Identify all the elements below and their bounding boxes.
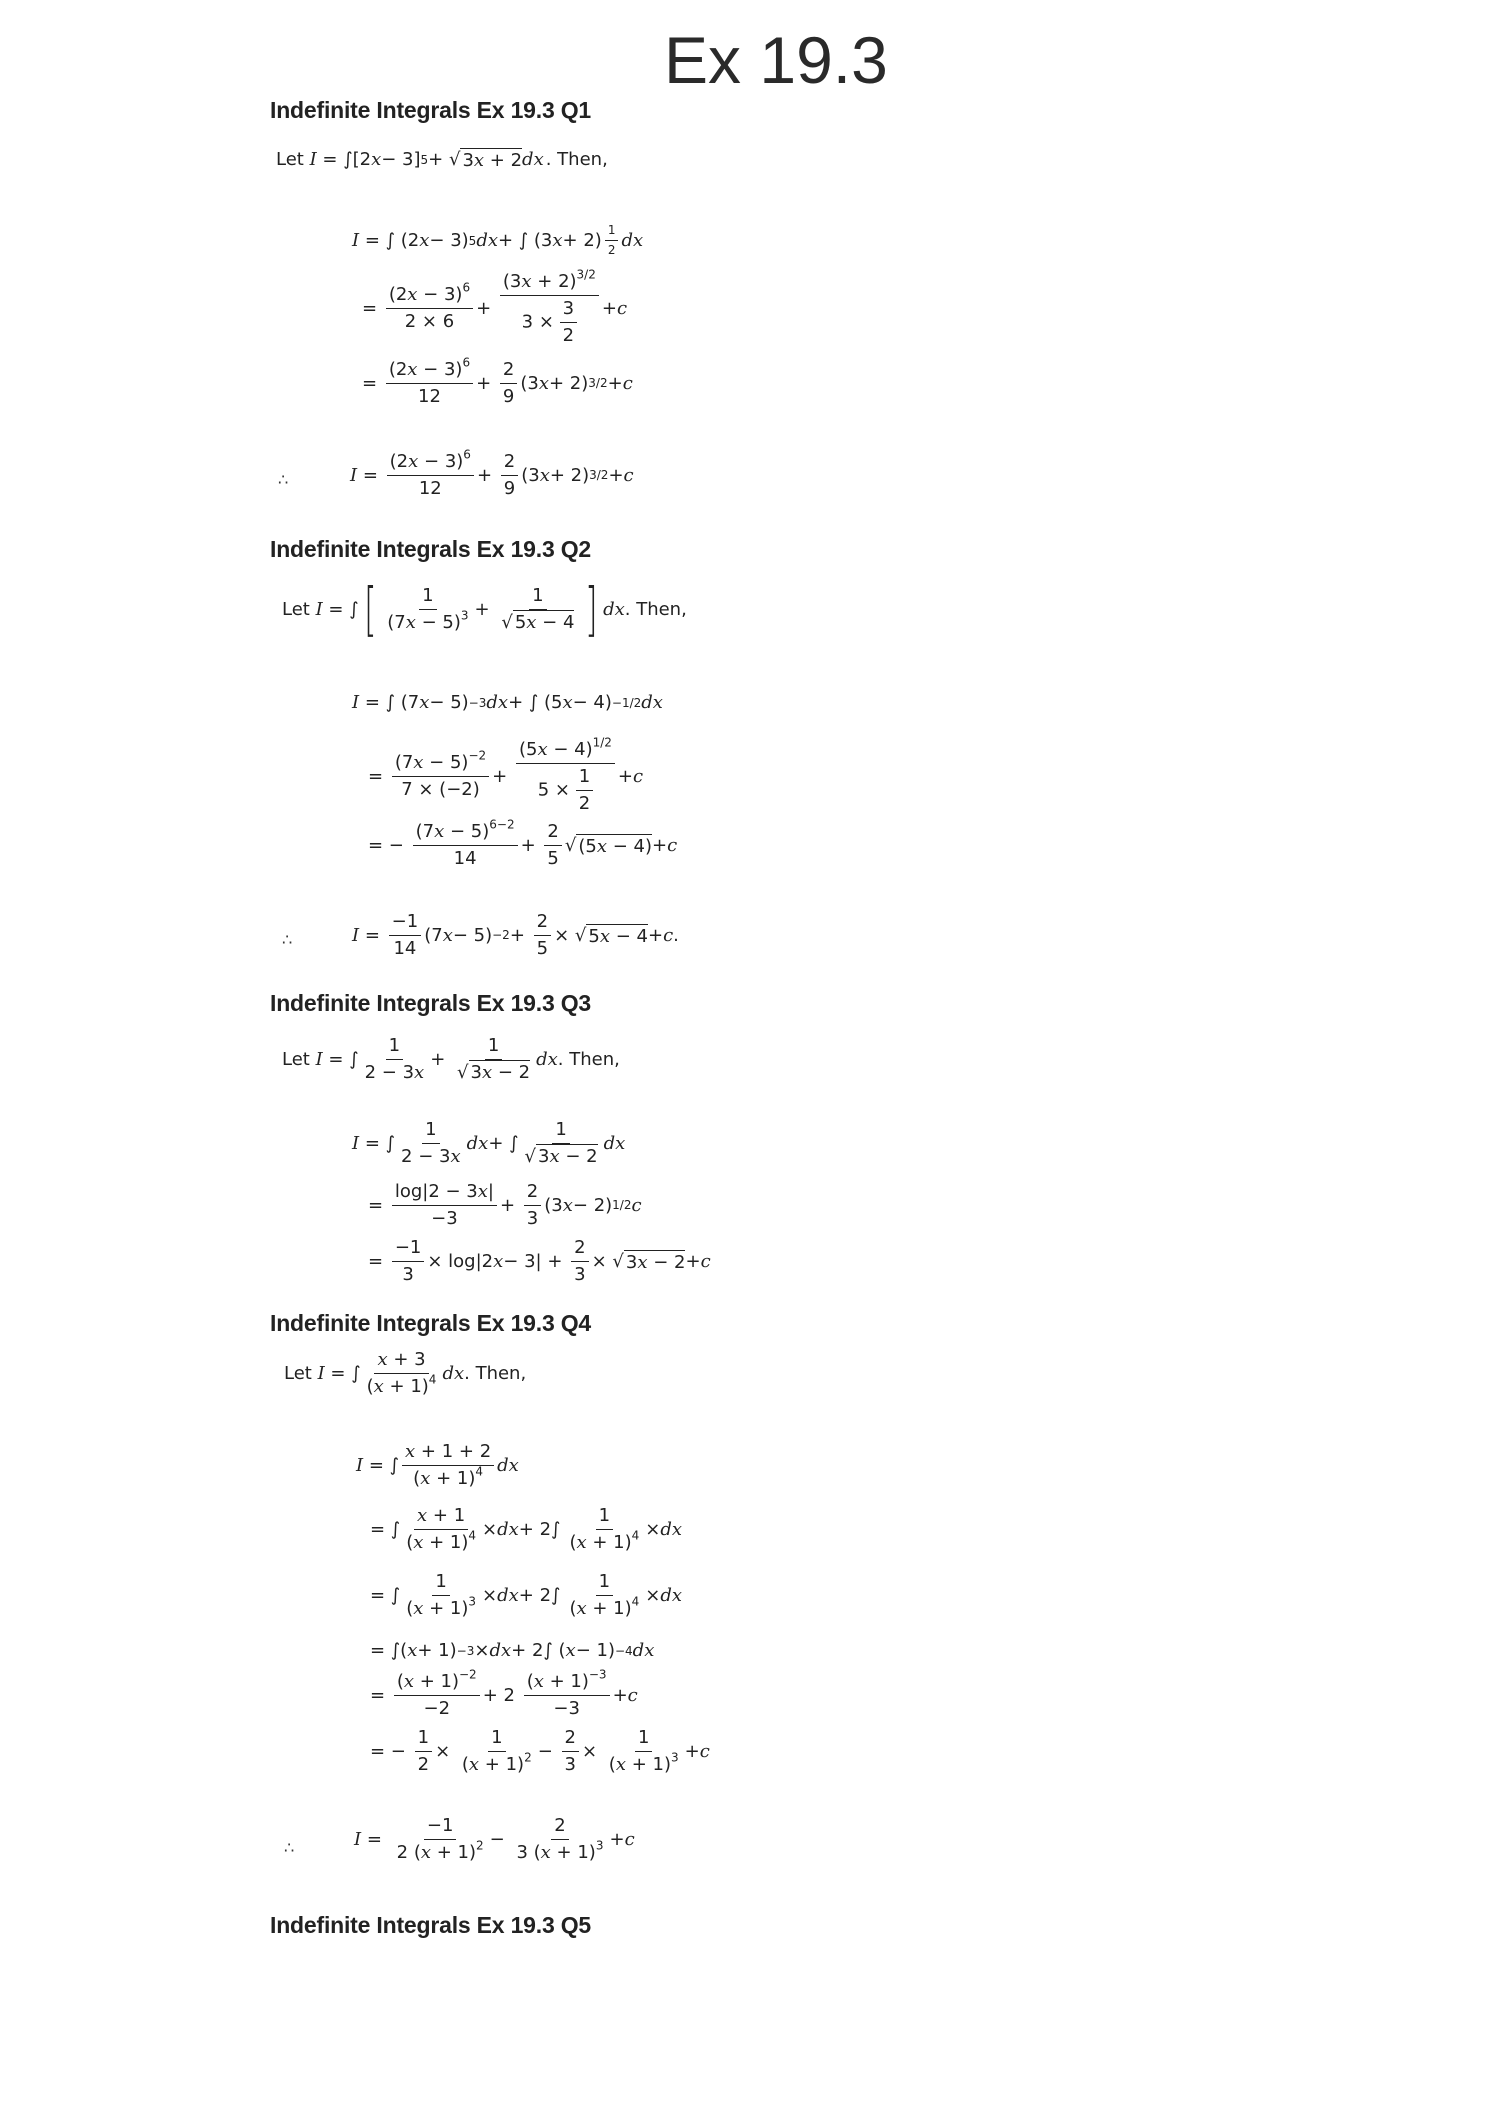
q3-step2: = $\frac{\log|2 - 3x|}{-3}$ + $\frac{2}{3}$ (3 x − 2) 1/2 c — [368, 1181, 642, 1229]
q1-answer: I = $\frac{(2x - 3)^6}{12}$ + $\frac{2}{9}$ (3 x + 2) 3/2 + c — [350, 447, 634, 499]
q4-step4: = ∫( x + 1) −3 × dx + 2∫ ( x − 1) −4 dx — [370, 1640, 655, 1661]
page-title: Ex 19.3 — [664, 23, 888, 97]
q2-answer: I = $\frac{-1}{14}$ (7 x − 5) −2 + $\frac{2}{5}$ × √ 5x − 4 + c . — [352, 911, 679, 959]
question-heading-q5: Indefinite Integrals Ex 19.3 Q5 — [270, 1912, 592, 1938]
q2-step3: = − $\frac{(7x - 5)^{6-2}}{14}$ + $\frac{2}{5}$ √ (5x − 4) + c — [368, 817, 678, 869]
therefore-symbol: ∴ — [282, 930, 293, 949]
therefore-symbol: ∴ — [278, 470, 289, 489]
q4-step6: = − $\frac{1}{2}$ × $\frac{1}{(x + 1)^2}$ − $\frac{2}{3}$ × $\frac{1}{(x + 1)^3}$ + c — [370, 1727, 710, 1775]
therefore-symbol: ∴ — [284, 1838, 295, 1857]
q1-step1: I = ∫ (2 x − 3) 5 dx + ∫ (3 x + 2) $\frac{1}{2}$ dx — [352, 223, 644, 258]
q2-step2: = $\frac{(7x - 5)^{-2}}{7 \times (-2)}$ + $(5x - 4)^{1/2}$ 5 × $\frac{1}{2}$ + c — [368, 735, 644, 814]
q1-step2: = $\frac{(2x - 3)^6}{2 \times 6}$ + $(3x + 2)^{3/2}$ 3 × $\frac{3}{2}$ + c — [362, 267, 628, 346]
question-heading-q1: Indefinite Integrals Ex 19.3 Q1 — [270, 97, 592, 123]
question-heading-q4: Indefinite Integrals Ex 19.3 Q4 — [270, 1310, 592, 1336]
q4-step5: = $\frac{(x + 1)^{-2}}{-2}$ + 2 $\frac{(x + 1)^{-3}}{-3}$ + c — [370, 1667, 638, 1719]
q4-step2: = ∫ $\frac{x + 1}{(x + 1)^4}$ × dx + 2∫ $\frac{1}{(x + 1)^4}$ × dx — [370, 1505, 683, 1553]
q1-statement: Let I = ∫[2 x − 3] 5 + √ 3x + 2 dx . Then, — [276, 149, 608, 171]
q4-step3: = ∫ $\frac{1}{(x + 1)^3}$ × dx + 2∫ $\frac{1}{(x + 1)^4}$ × dx — [370, 1571, 683, 1619]
q4-answer: I = $\frac{-1}{2 (x + 1)^2}$ − $\frac{2}{3 (x + 1)^3}$ + c — [354, 1815, 635, 1863]
question-heading-q3: Indefinite Integrals Ex 19.3 Q3 — [270, 990, 592, 1016]
q2-step1: I = ∫ (7 x − 5) −3 dx + ∫ (5 x − 4) −1/2 dx — [352, 692, 663, 713]
q4-statement: Let I = ∫ $\frac{x + 3}{(x + 1)^4}$ dx . Then, — [284, 1349, 527, 1397]
q3-step1: I = ∫ $\frac{1}{2 - 3x}$ dx + ∫ $\frac{1}{√ 3x - 2}$ dx — [352, 1119, 626, 1167]
question-heading-q2: Indefinite Integrals Ex 19.3 Q2 — [270, 536, 592, 562]
q3-statement: Let I = ∫ $\frac{1}{2 - 3x}$ + $\frac{1}{√ 3x - 2}$ dx . Then, — [282, 1035, 620, 1083]
q1-step3: = $\frac{(2x - 3)^6}{12}$ + $\frac{2}{9}$ (3 x + 2) 3/2 + c — [362, 355, 633, 407]
q3-step3: = $\frac{-1}{3}$ × log|2 x − 3| + $\frac{2}{3}$ × √ 3x − 2 + c — [368, 1237, 711, 1285]
q2-statement: Let I = ∫ [ $\frac{1}{(7x - 5)^3}$ + $\frac{1}{√ 5x - 4}$ ] dx . Then, — [282, 575, 687, 643]
q4-step1: I = ∫ $\frac{x + 1 + 2}{(x + 1)^4}$ dx — [356, 1441, 519, 1489]
